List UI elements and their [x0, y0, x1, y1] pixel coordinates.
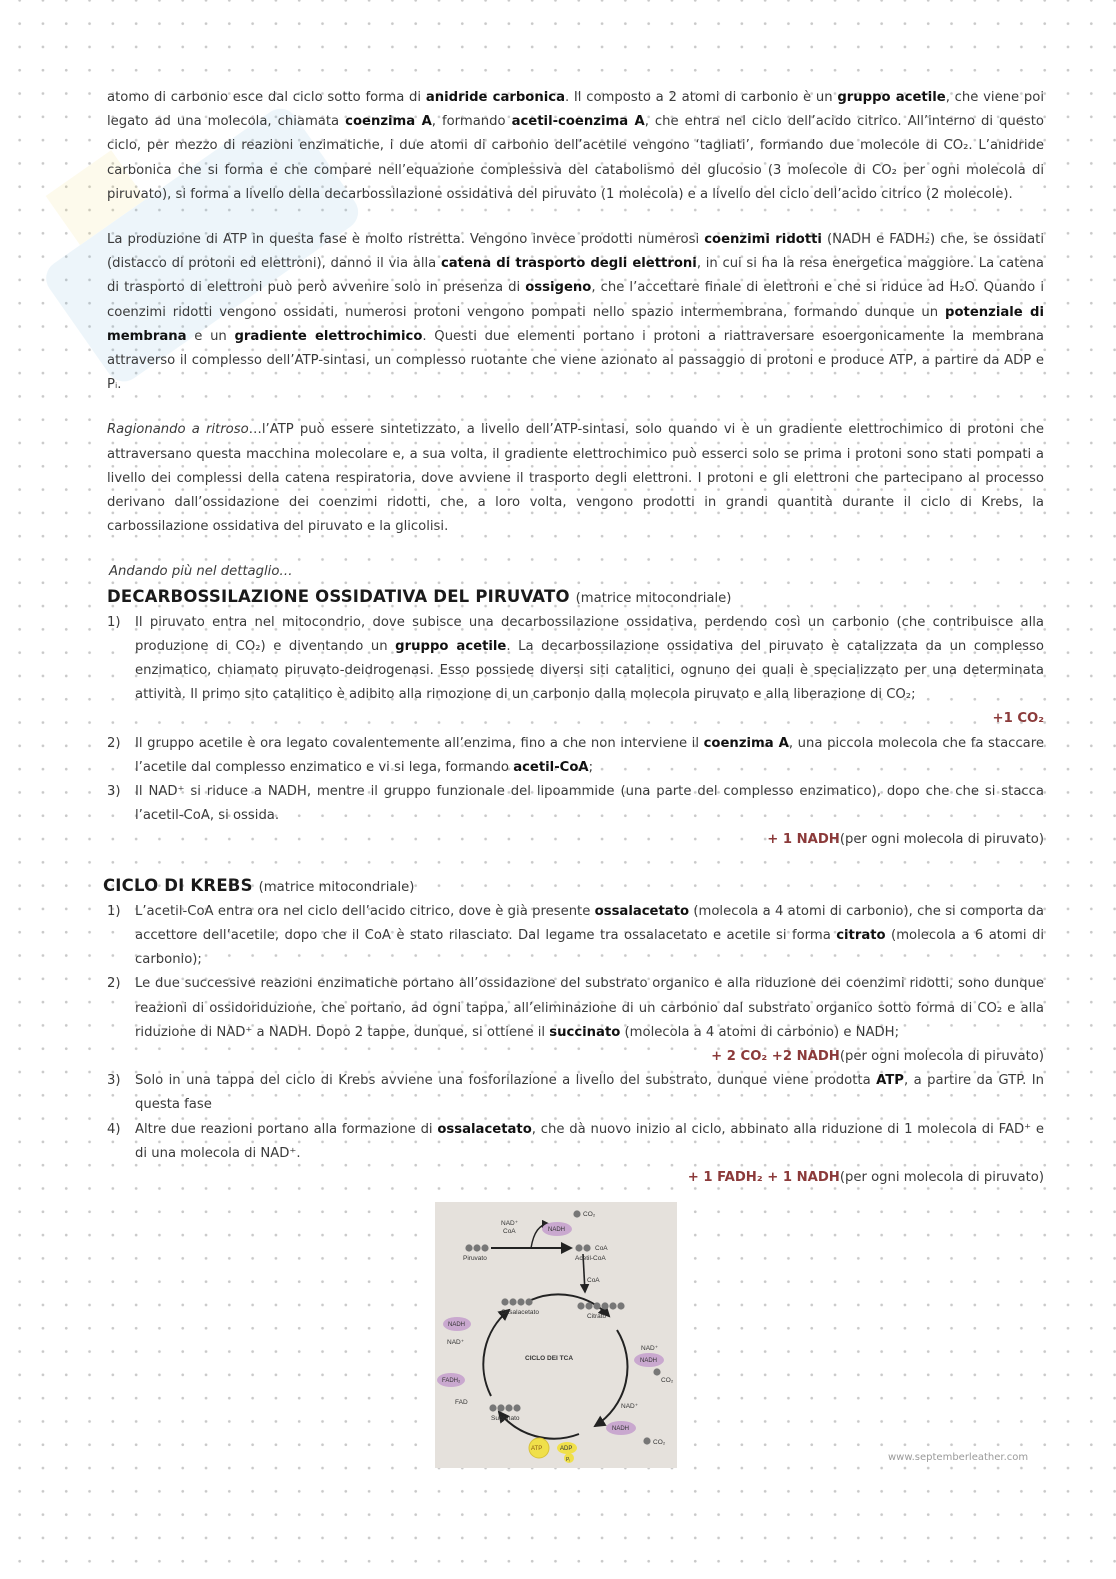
- cycle-arc-left: [483, 1310, 509, 1396]
- list-item: 3) Solo in una tappa del ciclo di Krebs avviene una fosforilazione a livello del substrato, dunque viene prodotta ATP, a partire da GTP. In questa fase: [107, 1073, 1044, 1113]
- svg-text:FADH₂: FADH₂: [442, 1378, 461, 1384]
- list-item: 2) Le due successive reazioni enzimatiche portano all’ossidazione del substrato organico e alla riduzione dei coenzimi ridotti, sono dunque reazioni di ossidoriduzione, che portano, ad ogni tappa, all’eliminazione di un carbonio dal substrato organico sotto forma di CO₂ e alla riduzione di NAD⁺ a NADH. Dopo 2 tappe, dunque, si ottiene il succinato (molecola a 4 atomi di carbonio) e NADH; + 2 CO₂ +2 NADH (per ogni molecola di piruvato): [107, 972, 1044, 1069]
- list-item: 1) L’acetil-CoA entra ora nel ciclo dell’acido citrico, dove è già presente ossalacetato (molecola a 4 atomi di carbonio), che si comporta da accettore dell’acetile, dopo che il CoA è stato rilasciato. Dal legame tra ossalacetato e acetile si forma citrato (molecola a 6 atomi di carbonio);: [107, 903, 1045, 968]
- section-title-decarbossilazione: DECARBOSSILAZIONE OSSIDATIVA DEL PIRUVATO (matrice mitocondriale): [107, 586, 732, 606]
- document-page: [103, 86, 1045, 1190]
- svg-text:Ossalacetato: Ossalacetato: [501, 1309, 539, 1316]
- svg-text:Pᵢ: Pᵢ: [566, 1457, 571, 1463]
- intro-line: Andando più nel dettaglio…: [109, 564, 293, 580]
- paragraph-3: Ragionando a ritroso…l’ATP può essere sintetizzato, a livello dell’ATP-sintasi, solo quando vi è un gradiente elettrochimico di protoni che attraversano questa macchina molecolare e, a sua volta, il gradiente elettrochimico può esserci solo se prima i protoni sono stati pompati a livello dei complessi della catena respiratoria, dove avviene il trasporto degli elettroni. I protoni e gli elettroni che partecipano al processo derivano dall’ossidazione dei coenzimi ridotti, che, a loro volta, vengono prodotti in grandi quantità durante il ciclo di Krebs, la carbossilazione ossidativa del piruvato e la glicolisi.: [107, 422, 1044, 535]
- yield-tally: +1 CO₂: [992, 711, 1044, 727]
- svg-text:CO₂: CO₂: [583, 1211, 596, 1218]
- svg-text:CICLO DEI TCA: CICLO DEI TCA: [525, 1355, 574, 1362]
- svg-text:Succinato: Succinato: [491, 1415, 520, 1422]
- svg-text:CO₂: CO₂: [661, 1377, 674, 1384]
- svg-text:NADH: NADH: [548, 1227, 566, 1233]
- svg-text:ADP: ADP: [560, 1446, 573, 1452]
- acetyl-coa-molecule: [575, 1244, 590, 1251]
- co2-top-molecule: [573, 1210, 580, 1217]
- svg-text:NADH: NADH: [612, 1426, 630, 1432]
- svg-text:NAD⁺: NAD⁺: [501, 1220, 519, 1227]
- tca-diagram: [435, 1202, 677, 1468]
- tca-cycle-figure: [435, 1202, 677, 1468]
- svg-text:FAD: FAD: [455, 1399, 468, 1406]
- svg-text:CoA: CoA: [595, 1245, 608, 1252]
- yield-tally: + 2 CO₂ +2 NADH: [711, 1048, 840, 1064]
- cycle-arc-right: [595, 1330, 628, 1426]
- co2-right-molecule: [653, 1368, 660, 1375]
- svg-text:NADH: NADH: [640, 1358, 658, 1364]
- svg-text:Acetil-CoA: Acetil-CoA: [575, 1255, 606, 1262]
- list-item: 3) Il NAD⁺ si riduce a NADH, mentre il gruppo funzionale del lipoammide (una parte del complesso enzimatico), dopo che che si stacca l’acetil-CoA, si ossida. + 1 NADH (per ogni molecola di piruvato): [107, 780, 1044, 853]
- svg-text:NAD⁺: NAD⁺: [641, 1345, 659, 1352]
- list-item: 4) Altre due reazioni portano alla formazione di ossalacetato, che dà nuovo inizio al ciclo, abbinato alla riduzione di 1 molecola di FAD⁺ e di una molecola di NAD⁺. + 1 FADH₂ + 1 NADH (per ogni molecola di piruvato): [107, 1118, 1044, 1191]
- list-item: 1) Il piruvato entra nel mitocondrio, dove subisce una decarbossilazione ossidativa, perdendo così un carbonio (che contribuisce alla produzione di CO₂) e diventando un gruppo acetile. La decarbossilazione ossidativa del piruvato è catalizzata da un complesso enzimatico, chiamato piruvato-deidrogenasi. Esso possiede diversi siti catalitici, ognuno dei quali è specializzato per una determinata attività. Il primo sito catalitico è adibito alla rimozione di un carbonio dalla molecola piruvato e alla liberazione di CO₂; +1 CO₂: [107, 611, 1044, 732]
- yield-tally: + 1 FADH₂ + 1 NADH: [687, 1169, 840, 1185]
- krebs-list: [107, 900, 1044, 1190]
- succinato-molecule: [489, 1404, 520, 1411]
- pyruvate-molecule: [465, 1244, 488, 1251]
- svg-text:NADH: NADH: [448, 1322, 466, 1328]
- yield-tally: + 1 NADH: [767, 832, 840, 848]
- paragraph-2: La produzione di ATP in questa fase è molto ristretta. Vengono invece prodotti numerosi coenzimi ridotti (NADH e FADH₂) che, se ossidati (distacco di protoni ed elettroni), danno il via alla catena di trasporto degli elettroni, in cui si ha la resa energetica maggiore. La catena di trasporto di elettroni può però avvenire solo in presenza di ossigeno, che l’accettare finale di elettroni e che si riduce ad H₂O. Quando i coenzimi ridotti vengono ossidati, numerosi protoni vengono pompati nello spazio intermembrana, formando dunque un potenziale di membrana e un gradiente elettrochimico. Questi due elementi portano i protoni a riattraversare esoergonicamente la membrana attraverso il complesso dell’ATP-sintasi, un complesso ruotante che viene azionato al passaggio di protoni e produce ATP, a partire da ADP e Pᵢ.: [107, 232, 1045, 393]
- svg-text:ATP: ATP: [531, 1446, 543, 1452]
- svg-text:Citrato: Citrato: [587, 1313, 607, 1320]
- list-item: 2) Il gruppo acetile è ora legato covalentemente all’enzima, fino a che non interviene il coenzima A, una piccola molecola che fa staccare l’acetile dal complesso enzimatico e vi si lega, formando acetil-CoA;: [107, 735, 1044, 775]
- footer-url: www.septemberleather.com: [888, 1452, 1029, 1463]
- section-title-krebs: CICLO DI KREBS (matrice mitocondriale): [103, 875, 415, 895]
- co2-bottom-molecule: [643, 1437, 650, 1444]
- svg-text:CO₂: CO₂: [653, 1439, 666, 1446]
- ossalacetato-molecule: [501, 1298, 532, 1305]
- svg-text:Piruvato: Piruvato: [463, 1255, 487, 1262]
- decarbossilazione-list: [107, 611, 1044, 853]
- paragraph-1: atomo di carbonio esce dal ciclo sotto forma di anidride carbonica. Il composto a 2 atomi di carbonio è un gruppo acetile, che viene poi legato ad una molecola, chiamata coenzima A, formando acetil-coenzima A, che entra nel ciclo dell’acido citrico. All’interno di questo ciclo, per mezzo di reazioni enzimatiche, i due atomi di carbonio dell’acetile vengono ‘tagliati’, formando due molecole di CO₂. L’anidride carbonica che si forma e che compare nell’equazione complessiva del catabolismo del glucosio (3 molecole di CO₂ per ogni molecola di piruvato), si forma a livello della decarbossilazione ossidativa del piruvato (1 molecola) e a livello del ciclo dell’acido citrico (2 molecole).: [107, 90, 1045, 202]
- svg-text:NAD⁺: NAD⁺: [447, 1339, 465, 1346]
- svg-text:NAD⁺: NAD⁺: [621, 1403, 639, 1410]
- svg-text:CoA: CoA: [503, 1228, 516, 1235]
- svg-text:CoA: CoA: [587, 1277, 600, 1284]
